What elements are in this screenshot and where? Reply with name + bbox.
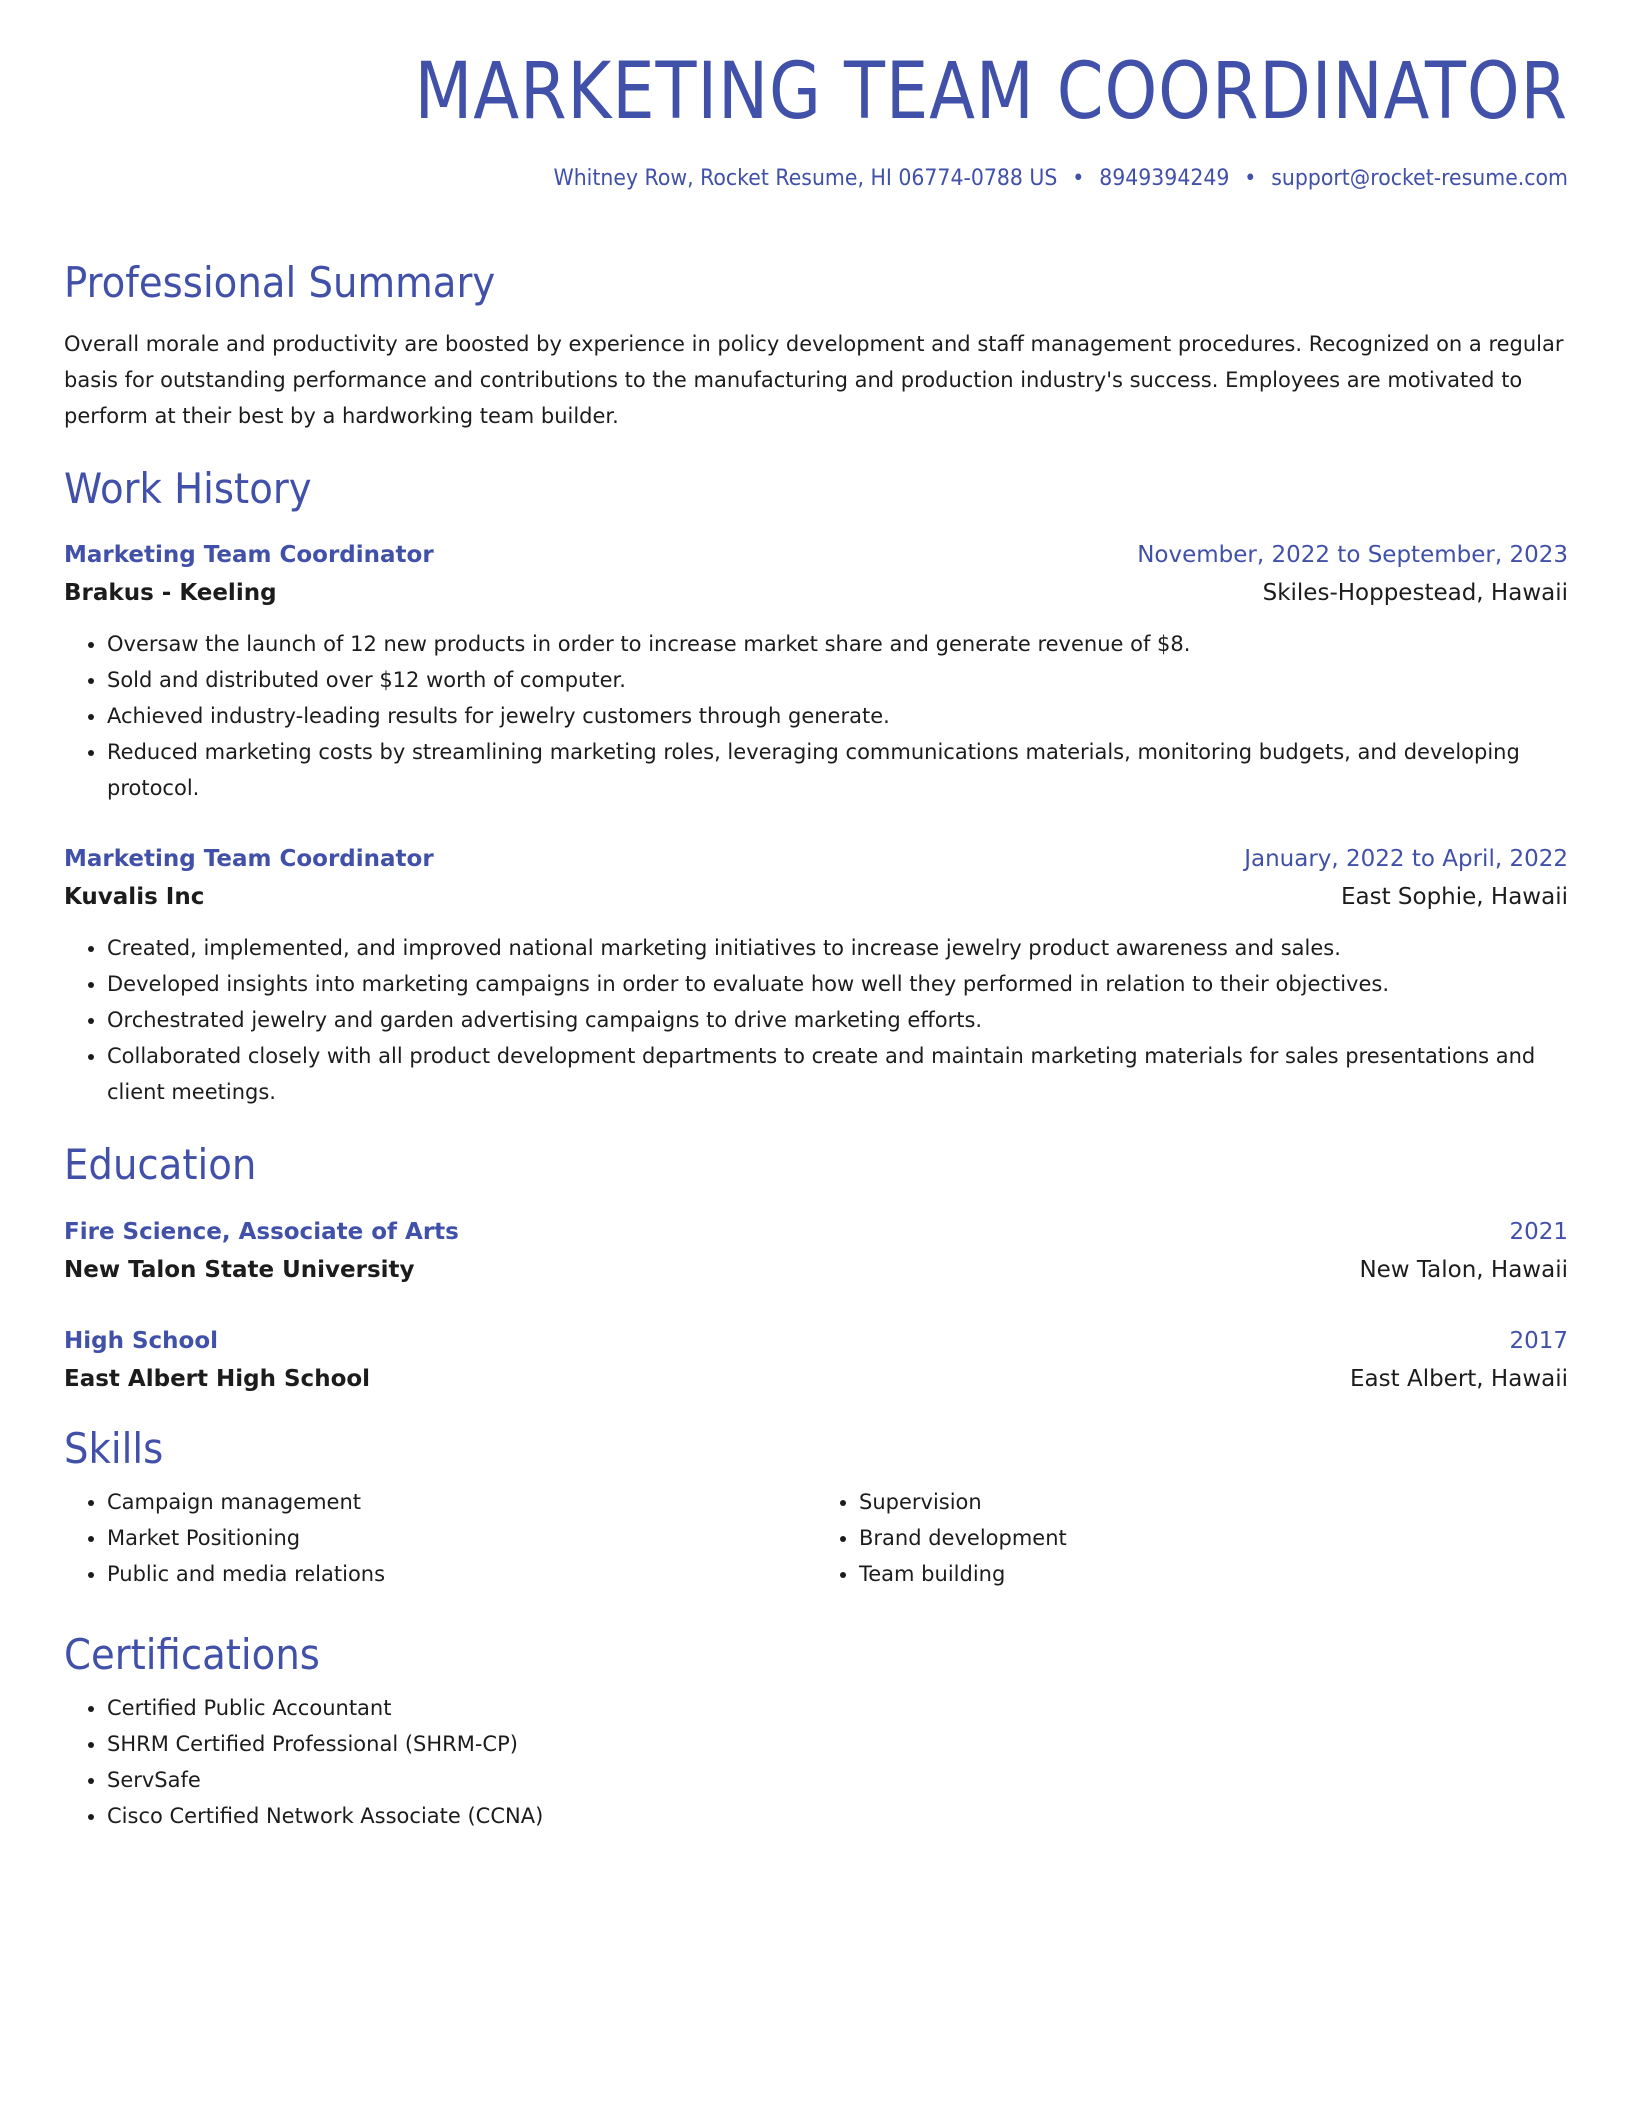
education-school: New Talon State University <box>64 1257 415 1283</box>
job-company: Kuvalis Inc <box>64 884 205 910</box>
education-degree: High School <box>64 1328 219 1354</box>
job-bullet: • Achieved industry-leading results for jewelry customers through generate. <box>107 698 1568 734</box>
job-bullets <box>64 930 1568 1110</box>
skill-item: • Public and media relations <box>107 1556 816 1592</box>
summary-heading: Professional Summary <box>64 258 496 307</box>
job-company-row <box>64 878 1568 916</box>
education-entry <box>64 1213 1568 1289</box>
skill-item: • Brand development <box>859 1520 1568 1556</box>
skills-columns <box>64 1484 1568 1592</box>
resume-header <box>64 0 1568 191</box>
contact-email: support@rocket-resume.com <box>1271 165 1568 191</box>
certifications-section <box>64 1630 1568 1834</box>
education-school-row <box>64 1251 1568 1289</box>
certification-item: • SHRM Certified Professional (SHRM-CP) <box>107 1726 1568 1762</box>
education-location: East Albert, Hawaii <box>1350 1366 1568 1392</box>
job-bullet: • Developed insights into marketing campaigns in order to evaluate how well they performed in relation to their objectives. <box>107 966 1568 1002</box>
summary-text: Overall morale and productivity are boosted by experience in policy development and staff management procedures. Recognized on a regular basis for outstanding performance and contributions to the manufacturing and production industry's success. Employees are motivated to perform at their best by a hardworking team builder. <box>64 332 1564 429</box>
skill-item: • Campaign management <box>107 1484 816 1520</box>
skills-heading: Skills <box>64 1424 164 1473</box>
education-school-row <box>64 1360 1568 1398</box>
education-degree: Fire Science, Associate of Arts <box>64 1219 459 1245</box>
education-degree-row <box>64 1213 1568 1251</box>
contact-phone: 8949394249 <box>1099 165 1230 191</box>
job-bullet: • Sold and distributed over $12 worth of computer. <box>107 662 1568 698</box>
job-title-row <box>64 840 1568 878</box>
education-degree-row <box>64 1322 1568 1360</box>
skill-item: • Market Positioning <box>107 1520 816 1556</box>
skills-section <box>64 1424 1568 1592</box>
work-history-heading: Work History <box>64 464 312 513</box>
job-bullet: • Orchestrated jewelry and garden advertising campaigns to drive marketing efforts. <box>107 1002 1568 1038</box>
job-bullets <box>64 626 1568 806</box>
job-bullet: • Created, implemented, and improved national marketing initiatives to increase jewelry product awareness and sales. <box>107 930 1568 966</box>
contact-address: Whitney Row, Rocket Resume, HI 06774-0788 US <box>553 165 1058 191</box>
job-location: Skiles-Hoppestead, Hawaii <box>1262 580 1568 606</box>
job-entry <box>64 536 1568 806</box>
contact-separator: • <box>1244 165 1257 191</box>
education-location: New Talon, Hawaii <box>1359 1257 1568 1283</box>
job-dates: November, 2022 to September, 2023 <box>1137 542 1568 568</box>
job-dates: January, 2022 to April, 2022 <box>1244 846 1568 872</box>
certification-item: • ServSafe <box>107 1762 1568 1798</box>
job-entry <box>64 840 1568 1110</box>
job-title: Marketing Team Coordinator <box>64 542 434 568</box>
contact-separator: • <box>1072 165 1085 191</box>
summary-section <box>64 258 1568 434</box>
certification-item: • Certified Public Accountant <box>107 1690 1568 1726</box>
job-title-row <box>64 536 1568 574</box>
candidate-name: MARKETING TEAM COORDINATOR <box>414 47 1568 137</box>
job-company-row <box>64 574 1568 612</box>
job-bullet: • Oversaw the launch of 12 new products in order to increase market share and generate revenue of $8. <box>107 626 1568 662</box>
skill-item: • Team building <box>859 1556 1568 1592</box>
job-location: East Sophie, Hawaii <box>1340 884 1568 910</box>
education-year: 2021 <box>1509 1219 1568 1245</box>
education-school: East Albert High School <box>64 1366 371 1392</box>
education-entry <box>64 1322 1568 1398</box>
skill-item: • Supervision <box>859 1484 1568 1520</box>
education-year: 2017 <box>1509 1328 1568 1354</box>
education-heading: Education <box>64 1140 257 1189</box>
certifications-list <box>64 1690 1568 1834</box>
education-section <box>64 1140 1568 1190</box>
skills-list-right <box>816 1484 1568 1592</box>
certification-item: • Cisco Certified Network Associate (CCNA) <box>107 1798 1568 1834</box>
job-company: Brakus - Keeling <box>64 580 277 606</box>
certifications-heading: Certifications <box>64 1630 320 1679</box>
job-bullet: • Reduced marketing costs by streamlining marketing roles, leveraging communications materials, monitoring budgets, and developing protocol. <box>107 734 1568 806</box>
job-bullet: • Collaborated closely with all product development departments to create and maintain marketing materials for sales presentations and client meetings. <box>107 1038 1568 1110</box>
contact-line <box>169 166 1568 191</box>
job-title: Marketing Team Coordinator <box>64 846 434 872</box>
work-history-section <box>64 464 1568 514</box>
skills-list-left <box>64 1484 816 1592</box>
